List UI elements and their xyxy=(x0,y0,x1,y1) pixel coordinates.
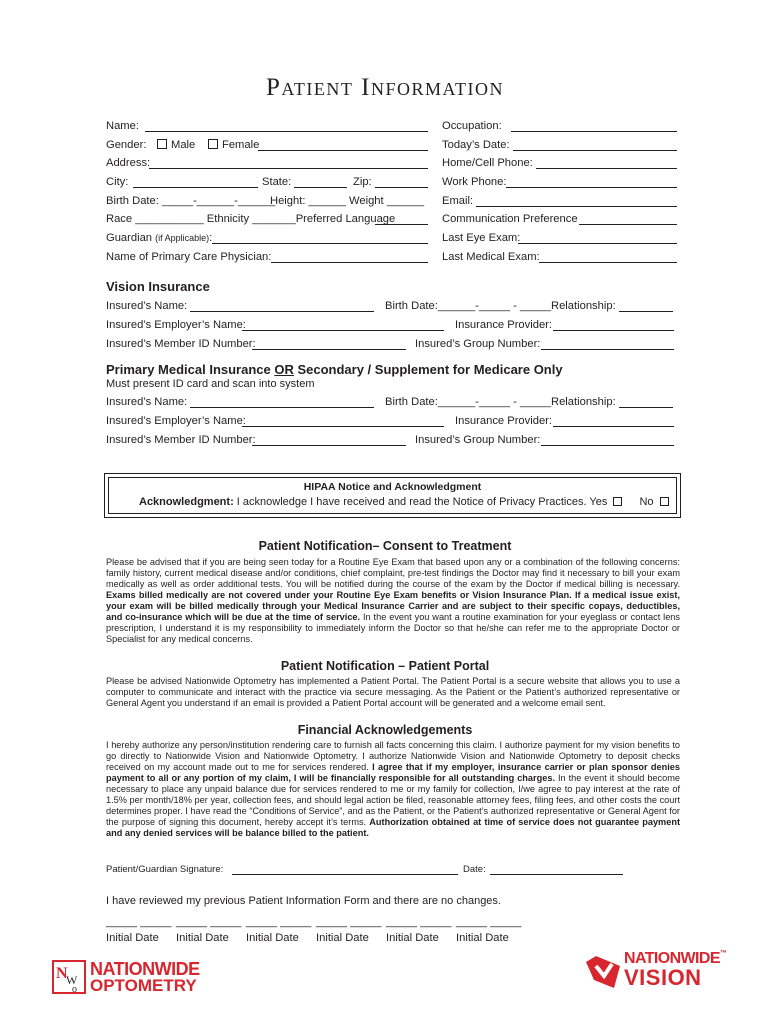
nwv-line2: VISION xyxy=(624,965,702,990)
primary-group-number-field[interactable] xyxy=(541,445,674,446)
vision-insured-name-label: Insured’s Name: xyxy=(106,300,188,312)
portal-paragraph: Please be advised Nationwide Optometry has implemented a Patient Portal. The Patient Portal is a secure website that allows you to use a computer to communicate and interact with the practice via secure messaging. As the Patient or the Patient’s authorized representative or General Agent you understand if an email is provided a Patient Portal account will be generated and a welcome email sent. xyxy=(106,676,680,708)
male-checkbox[interactable] xyxy=(157,139,167,149)
svg-text:W: W xyxy=(66,973,78,987)
state-field[interactable] xyxy=(294,187,347,188)
vision-group-number-field[interactable] xyxy=(541,349,674,350)
primary-employer-field[interactable] xyxy=(242,426,444,427)
guardian-label xyxy=(106,232,212,245)
nwv-line1-text: NATIONWIDE xyxy=(624,950,720,967)
hipaa-box xyxy=(104,473,681,518)
communication-preference-label: Communication Preference xyxy=(442,213,578,225)
vision-employer-label: Insured’s Employer’s Name: xyxy=(106,319,246,331)
nwo-mark-icon xyxy=(52,960,86,994)
vision-relationship-field[interactable] xyxy=(619,311,673,312)
initial-date-blank-4[interactable]: _____ _____ xyxy=(316,916,382,928)
nationwide-vision-logo xyxy=(584,950,727,992)
communication-preference-field[interactable] xyxy=(579,224,677,225)
guardian-field[interactable] xyxy=(212,243,428,244)
home-cell-field[interactable] xyxy=(536,168,677,169)
state-label: State: xyxy=(262,176,292,188)
city-label: City: xyxy=(106,176,129,188)
consent-bold-1: Exams billed medically are not covered under your Routine Eye Exam benefits or Vision Insurance Plan. If a medical issue exist, your exam will be billed medically through your Medical Insurance Carrier and are subject to their specific copays, deductibles, and co-insurance which will be due at the time of service. xyxy=(106,590,680,622)
gender-extra-field[interactable] xyxy=(258,150,428,151)
hipaa-ack-label: Acknowledgment: xyxy=(139,496,234,508)
vision-member-id-field[interactable] xyxy=(252,349,406,350)
hipaa-heading: HIPAA Notice and Acknowledgment xyxy=(303,481,482,493)
initial-date-label-2: Initial Date xyxy=(176,932,229,944)
primary-provider-label: Insurance Provider: xyxy=(455,415,553,427)
zip-label: Zip: xyxy=(353,176,372,188)
initial-date-blank-5[interactable]: _____ _____ xyxy=(386,916,452,928)
financial-bold-2: Authorization obtained at time of service does not guarantee payment and any denied services will be balance billed to the patient. xyxy=(106,817,681,838)
guardian-text: Guardian xyxy=(106,232,153,244)
signature-label: Patient/Guardian Signature: xyxy=(106,864,224,875)
physician-label: Name of Primary Care Physician: xyxy=(106,251,272,263)
initial-date-label-5: Initial Date xyxy=(386,932,439,944)
vision-group-number-label: Insured’s Group Number: xyxy=(415,338,541,350)
primary-heading-part2: Secondary / Supplement for Medicare Only xyxy=(293,362,563,377)
consent-text-2: In the event you want a routine examination for your eyeglass or contact lens prescription, I understand it is my responsibility to immediately inform the Doctor so that he/she can refer me to the appropriate Doctor or Specialist for any medical concerns. xyxy=(106,612,681,644)
female-checkbox[interactable] xyxy=(208,139,218,149)
vision-birth-date-label[interactable]: Birth Date:______-_____ - _____ xyxy=(385,300,552,312)
physician-field[interactable] xyxy=(271,262,428,263)
initial-date-blank-2[interactable]: _____ _____ xyxy=(176,916,242,928)
primary-provider-field[interactable] xyxy=(553,426,674,427)
primary-birth-date-label[interactable]: Birth Date:______-_____ - _____ xyxy=(385,396,552,408)
vision-insured-name-field[interactable] xyxy=(190,311,374,312)
initial-date-blank-6[interactable]: _____ _____ xyxy=(456,916,522,928)
hipaa-no-label: No xyxy=(639,496,654,508)
last-eye-exam-field[interactable] xyxy=(518,243,677,244)
guardian-colon: : xyxy=(209,232,213,244)
todays-date-label: Today’s Date: xyxy=(442,139,510,151)
primary-insured-name-label: Insured’s Name: xyxy=(106,396,188,408)
last-medical-exam-field[interactable] xyxy=(539,262,677,263)
financial-bold-1: I agree that if my employer, insurance carrier or plan sponsor denies payment to all or any portion of my claim, I will be financially responsible for all outstanding charges. xyxy=(106,762,680,783)
primary-group-number-label: Insured’s Group Number: xyxy=(415,434,541,446)
initial-date-label-1: Initial Date xyxy=(106,932,159,944)
race-ethnicity-language-label[interactable]: Race ___________ Ethnicity _______Preferred Language xyxy=(106,213,396,225)
gender-label: Gender: xyxy=(106,139,147,151)
city-field[interactable] xyxy=(133,187,258,188)
work-phone-label: Work Phone: xyxy=(442,176,507,188)
nationwide-optometry-logo xyxy=(52,960,207,994)
email-label: Email: xyxy=(442,195,474,207)
male-option[interactable] xyxy=(157,139,195,152)
hipaa-ack-text: I acknowledge I have received and read the Notice of Privacy Practices. Yes xyxy=(233,496,608,508)
financial-text-1: I hereby authorize any person/institution rendering care to furnish all facts concerning this claim. I authorize payment for my vision benefits to go directly to Nationwide Vision and Nationwide Optometry. I authorize Nationwide Vision and Nationwide Optometry to deposit checks received on my account made out to me for services rendered. xyxy=(106,740,680,772)
page-title: Patient Information xyxy=(266,74,504,101)
vision-member-id-label: Insured’s Member ID Number: xyxy=(106,338,256,350)
home-cell-label: Home/Cell Phone: xyxy=(442,157,533,169)
consent-heading: Patient Notification– Consent to Treatment xyxy=(258,539,512,553)
female-option[interactable] xyxy=(208,139,259,152)
nwv-mark-icon xyxy=(584,954,622,990)
primary-employer-label: Insured’s Employer’s Name: xyxy=(106,415,246,427)
nwo-line1: NATIONWIDE xyxy=(90,959,200,979)
vision-provider-field[interactable] xyxy=(553,330,674,331)
primary-member-id-field[interactable] xyxy=(252,445,406,446)
name-label: Name: xyxy=(106,120,139,132)
female-label: Female xyxy=(222,139,260,151)
address-field[interactable] xyxy=(149,168,428,169)
primary-heading-or: OR xyxy=(274,362,294,377)
name-field[interactable] xyxy=(145,131,428,132)
consent-paragraph xyxy=(106,557,680,645)
birth-date-label[interactable]: Birth Date: _____-______-______ xyxy=(106,195,276,207)
guardian-note: (if Applicable) xyxy=(155,233,210,243)
vision-provider-label: Insurance Provider: xyxy=(455,319,553,331)
primary-relationship-label: Relationship: xyxy=(551,396,616,408)
work-phone-field[interactable] xyxy=(506,187,677,188)
preferred-language-field[interactable] xyxy=(375,224,428,225)
initial-date-label-3: Initial Date xyxy=(246,932,299,944)
last-eye-exam-label: Last Eye Exam: xyxy=(442,232,521,244)
male-label: Male xyxy=(171,139,196,151)
nwv-tm: ™ xyxy=(719,950,727,957)
primary-heading-part1: Primary Medical Insurance xyxy=(106,362,275,377)
financial-text-2: In the event it should become necessary to place any unpaid balance due for services rendered to me or my family for collection, I/we agree to pay interest at the rate of 1.5% per month/18% per year, collection fees, and should legal action be filed, reasonable attorney fees, filing fees, and other costs the court determines proper. I have read the “Conditions of Service”, and as the Patient, or the Patient’s authorized representative or General Agent for the purpose of signing this document, hereby accept it’s terms. xyxy=(106,773,681,827)
hipaa-acknowledgment xyxy=(139,496,669,508)
primary-member-id-label: Insured’s Member ID Number: xyxy=(106,434,256,446)
email-field[interactable] xyxy=(476,206,677,207)
weight-label[interactable]: Weight ______ xyxy=(349,195,425,207)
primary-relationship-field[interactable] xyxy=(619,407,673,408)
primary-insured-name-field[interactable] xyxy=(190,407,374,408)
height-label[interactable]: Height: ______ xyxy=(270,195,346,207)
vision-relationship-label: Relationship: xyxy=(551,300,616,312)
consent-text-1: Please be advised that if you are being seen today for a Routine Eye Exam that based upon any or a combination of the following concerns: family history, current medical disease and/or conditions, chief complaint, pre-test findings the Doctor may find it necessary to bill your exam medically as well as order additional tests. You will be notified during the course of the exam by the Doctor if medical billing is necessary. xyxy=(106,557,680,589)
nwo-line2: OPTOMETRY xyxy=(90,976,197,995)
hipaa-no-checkbox[interactable] xyxy=(660,497,669,506)
initial-date-blank-3[interactable]: _____ _____ xyxy=(246,916,312,928)
signature-field[interactable] xyxy=(232,874,458,875)
financial-paragraph xyxy=(106,740,680,839)
vision-insurance-heading: Vision Insurance xyxy=(106,279,210,294)
signature-date-field[interactable] xyxy=(490,874,623,875)
initial-date-blank-1[interactable]: _____ _____ xyxy=(106,916,172,928)
address-label: Address: xyxy=(106,157,151,169)
hipaa-yes-checkbox[interactable] xyxy=(613,497,622,506)
primary-subheading: Must present ID card and scan into system xyxy=(106,378,315,390)
initial-date-label-4: Initial Date xyxy=(316,932,369,944)
vision-employer-field[interactable] xyxy=(242,330,444,331)
zip-field[interactable] xyxy=(375,187,428,188)
financial-heading: Financial Acknowledgements xyxy=(297,723,473,737)
svg-text:o: o xyxy=(72,984,77,994)
last-medical-exam-label: Last Medical Exam: xyxy=(442,251,540,263)
svg-text:N: N xyxy=(56,965,68,982)
review-statement: I have reviewed my previous Patient Information Form and there are no changes. xyxy=(106,895,501,907)
portal-heading: Patient Notification – Patient Portal xyxy=(280,659,490,673)
signature-date-label: Date: xyxy=(463,864,486,875)
occupation-field[interactable] xyxy=(511,131,677,132)
occupation-label: Occupation: xyxy=(442,120,502,132)
primary-insurance-heading xyxy=(106,362,563,377)
todays-date-field[interactable] xyxy=(513,150,677,151)
initial-date-label-6: Initial Date xyxy=(456,932,509,944)
